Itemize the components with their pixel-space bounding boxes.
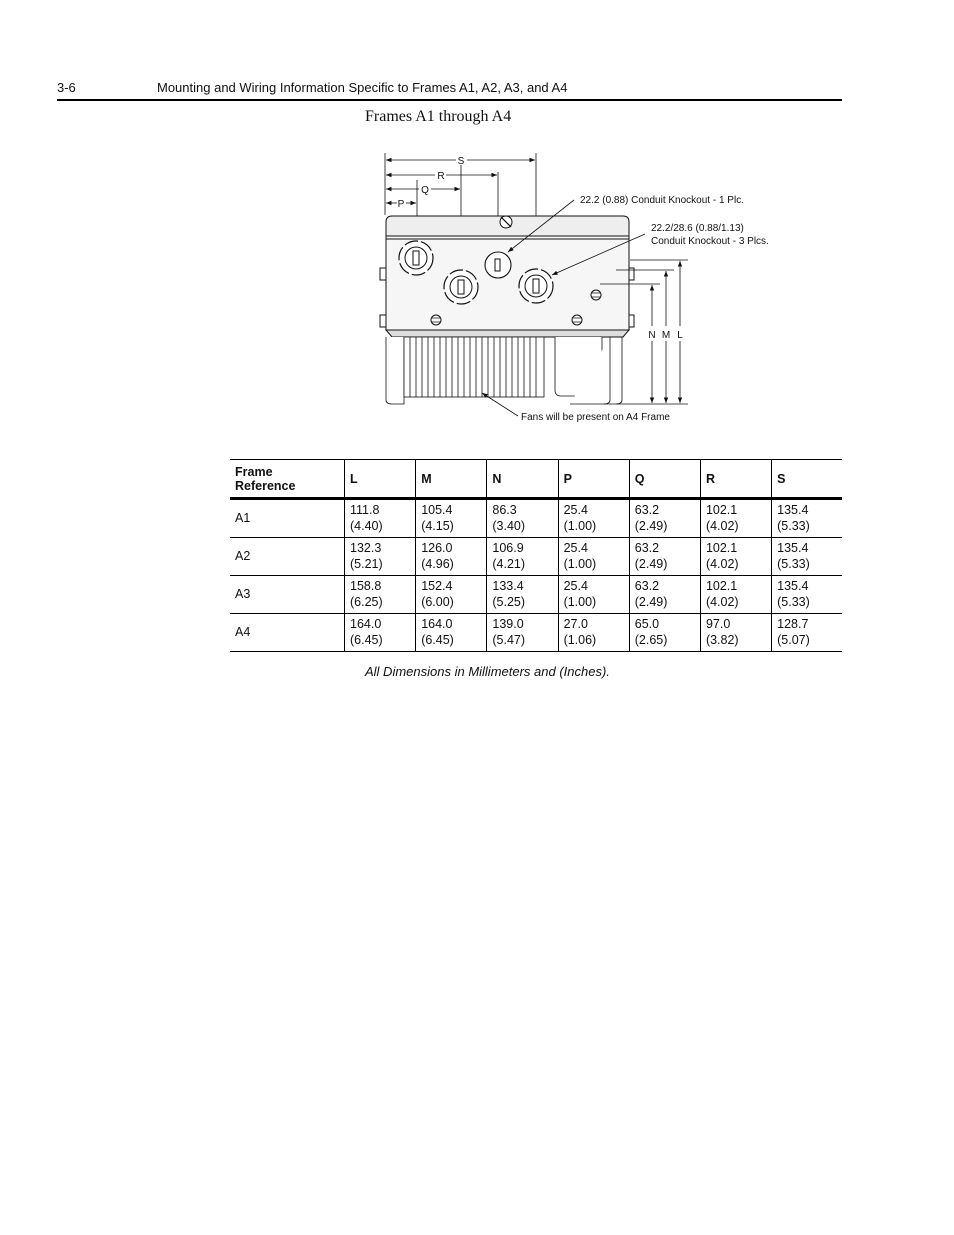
- dimension-mm: 135.4: [777, 579, 809, 593]
- dimension-mm: 128.7: [777, 617, 809, 631]
- dimension-cell: [772, 499, 842, 538]
- dimension-inches: (5.47): [492, 632, 526, 647]
- running-title: Mounting and Wiring Information Specific to Frames A1, A2, A3, and A4: [157, 80, 568, 95]
- dimension-inches: (5.07): [777, 632, 810, 647]
- dimension-cell: [700, 614, 771, 652]
- dimension-cell: [772, 576, 842, 614]
- dimension-mm: 132.3: [350, 541, 382, 555]
- callout-knockout-multi-line1: 22.2/28.6 (0.88/1.13): [651, 223, 744, 234]
- column-header-m: M: [416, 460, 487, 499]
- table-row: [230, 538, 842, 576]
- dimension-mm: 164.0: [421, 617, 453, 631]
- dimension-mm: 102.1: [705, 579, 738, 593]
- dimension-cell: [629, 538, 700, 576]
- dimension-inches: (5.25): [492, 594, 526, 609]
- dimension-inches: (2.49): [634, 518, 668, 533]
- dimension-cell: [772, 614, 842, 652]
- dimension-cell: [700, 538, 771, 576]
- frame-reference-cell: A1: [230, 499, 345, 538]
- dimension-inches: (6.00): [421, 594, 454, 609]
- dimension-inches: (5.21): [350, 556, 383, 571]
- dimension-mm: 63.2: [634, 579, 660, 593]
- dim-label-m: M: [661, 330, 671, 341]
- dimension-cell: [558, 538, 629, 576]
- figure-title: Frames A1 through A4: [365, 108, 512, 125]
- dimension-mm: 152.4: [421, 579, 453, 593]
- dimension-inches: (5.33): [777, 594, 810, 609]
- dim-label-q: Q: [421, 185, 429, 196]
- conduit-knockout-2-icon: [444, 270, 478, 304]
- dimension-mm: 25.4: [563, 541, 588, 555]
- dimension-cell: [345, 614, 416, 652]
- dimension-cell: [558, 576, 629, 614]
- dimension-mm: 102.1: [705, 541, 738, 555]
- page-number: 3-6: [57, 80, 76, 95]
- dimension-inches: (6.45): [350, 632, 383, 647]
- conduit-knockout-small-icon: [485, 252, 511, 278]
- dimension-cell: [345, 576, 416, 614]
- column-header-r: R: [700, 460, 771, 499]
- dimension-inches: (4.40): [350, 518, 383, 533]
- dimension-inches: (6.45): [421, 632, 454, 647]
- dimension-cell: [345, 499, 416, 538]
- dimension-mm: 105.4: [421, 503, 453, 517]
- table-row: [230, 614, 842, 652]
- dimension-mm: 111.8: [350, 503, 380, 517]
- dim-label-n: N: [648, 330, 656, 341]
- drive-housing: [380, 216, 634, 337]
- column-header-l: L: [345, 460, 416, 499]
- column-header-q: Q: [629, 460, 700, 499]
- dim-label-p: P: [397, 199, 405, 210]
- conduit-knockout-3-icon: [519, 269, 553, 303]
- dimension-cell: [772, 538, 842, 576]
- heatsink-fins: [386, 337, 622, 404]
- dimension-inches: (4.02): [705, 594, 739, 609]
- dimension-mm: 27.0: [563, 617, 588, 631]
- callout-knockout-single: 22.2 (0.88) Conduit Knockout - 1 Plc.: [580, 195, 744, 206]
- dimension-inches: (1.00): [563, 556, 597, 571]
- dimension-mm: 97.0: [705, 617, 731, 631]
- dimension-inches: (1.00): [563, 518, 597, 533]
- top-screw-icon: [500, 216, 512, 228]
- dimension-inches: (3.82): [705, 632, 739, 647]
- dim-label-r: R: [437, 171, 445, 182]
- dimension-cell: [629, 499, 700, 538]
- dimension-mm: 102.1: [705, 503, 738, 517]
- dimension-mm: 25.4: [563, 503, 588, 517]
- dimension-inches: (4.21): [492, 556, 526, 571]
- table-header-row: [230, 460, 842, 499]
- dimension-cell: [416, 499, 487, 538]
- dimension-mm: 133.4: [492, 579, 524, 593]
- dimension-cell: [629, 576, 700, 614]
- dimension-inches: (1.00): [563, 594, 597, 609]
- dimensions-table: [230, 459, 842, 652]
- dimension-inches: (6.25): [350, 594, 383, 609]
- header-frame-line1: Frame: [235, 464, 273, 479]
- column-header-s: S: [772, 460, 842, 499]
- dimension-mm: 63.2: [634, 503, 660, 517]
- dimension-inches: (5.33): [777, 556, 810, 571]
- table-body: [230, 499, 842, 652]
- dimension-inches: (2.49): [634, 594, 668, 609]
- dimension-cell: [558, 614, 629, 652]
- dimension-cell: [487, 538, 558, 576]
- dimension-mm: 135.4: [777, 503, 809, 517]
- dimension-inches: (4.02): [705, 556, 739, 571]
- dimension-inches: (4.96): [421, 556, 454, 571]
- callout-fans: Fans will be present on A4 Frame: [521, 412, 670, 423]
- dimension-cell: [558, 499, 629, 538]
- dimension-cell: [345, 538, 416, 576]
- dimension-cell: [700, 576, 771, 614]
- dimension-cell: [487, 614, 558, 652]
- dimension-mm: 86.3: [492, 503, 517, 517]
- frame-reference-cell: A2: [230, 538, 345, 576]
- dimension-mm: 139.0: [492, 617, 524, 631]
- dimension-cell: [416, 614, 487, 652]
- column-header-p: P: [558, 460, 629, 499]
- dimension-inches: (4.15): [421, 518, 454, 533]
- dimension-cell: [487, 576, 558, 614]
- dimension-inches: (3.40): [492, 518, 526, 533]
- dimension-mm: 135.4: [777, 541, 809, 555]
- column-header-frame: [230, 460, 345, 499]
- dim-label-l: L: [677, 330, 683, 341]
- dimension-inches: (1.06): [563, 632, 597, 647]
- dim-label-s: S: [457, 156, 465, 167]
- dimension-mm: 63.2: [634, 541, 660, 555]
- header-frame-line2: Reference: [235, 478, 296, 493]
- conduit-knockout-1-icon: [399, 241, 433, 275]
- frame-reference-cell: A3: [230, 576, 345, 614]
- dimension-inches: (5.33): [777, 518, 810, 533]
- table-row: [230, 576, 842, 614]
- column-header-n: N: [487, 460, 558, 499]
- frame-reference-cell: A4: [230, 614, 345, 652]
- dimension-inches: (2.49): [634, 556, 668, 571]
- dimension-mm: 65.0: [634, 617, 660, 631]
- callout-knockout-multi-line2: Conduit Knockout - 3 Plcs.: [651, 236, 769, 247]
- dimension-cell: [700, 499, 771, 538]
- dimension-cell: [487, 499, 558, 538]
- dimension-mm: 106.9: [492, 541, 524, 555]
- dimension-mm: 158.8: [350, 579, 382, 593]
- dimension-mm: 164.0: [350, 617, 382, 631]
- dimension-cell: [416, 538, 487, 576]
- dimensions-footnote: All Dimensions in Millimeters and (Inches).: [365, 664, 610, 679]
- frame-dimension-drawing: [375, 148, 775, 433]
- table-row: [230, 499, 842, 538]
- dimension-inches: (2.65): [634, 632, 668, 647]
- page-header: [57, 80, 842, 101]
- dimension-mm: 25.4: [563, 579, 588, 593]
- dimension-mm: 126.0: [421, 541, 453, 555]
- dimension-inches: (4.02): [705, 518, 739, 533]
- dimension-cell: [629, 614, 700, 652]
- dimension-cell: [416, 576, 487, 614]
